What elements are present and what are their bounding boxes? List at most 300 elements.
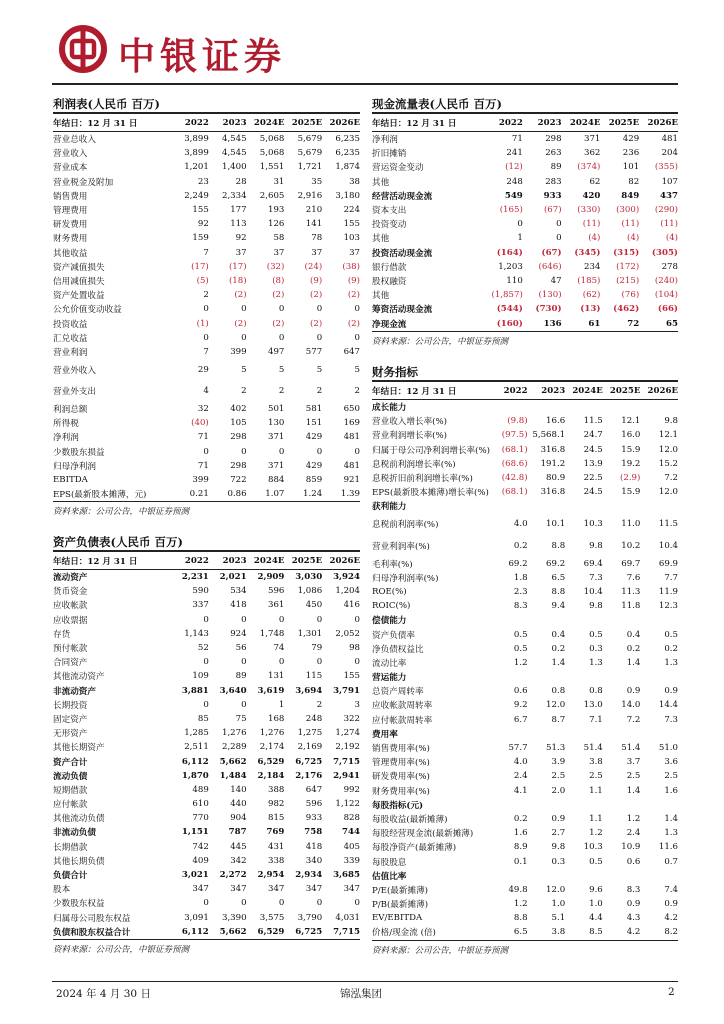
value-cell: 69.2: [508, 558, 528, 569]
value-cell: 2.5: [551, 771, 566, 782]
value-cell: 234: [583, 261, 601, 272]
row-label: 息税折旧前利润增长率(%): [372, 474, 473, 485]
cashflow-statement-panel: [372, 92, 678, 347]
row-label: 货币资金: [53, 587, 88, 598]
value-cell: [528, 798, 566, 812]
value-cell: 4.2: [664, 913, 678, 924]
row-label: 银行借款: [372, 262, 407, 273]
value-cell: 402: [230, 404, 247, 415]
row-label: 营业总收入: [53, 135, 96, 146]
value-cell: 22.5: [583, 473, 603, 484]
value-cell: 4.2: [626, 927, 641, 938]
row-label: 资产减值损失: [53, 262, 105, 273]
value-cell: (165): [499, 205, 523, 216]
value-cell: [565, 400, 603, 415]
value-cell: 2,021: [219, 572, 247, 583]
value-cell: 169: [343, 418, 360, 429]
table-row: [53, 288, 360, 302]
table-header-row: [53, 114, 360, 132]
value-cell: 109: [192, 671, 209, 682]
row-label: P/E(最新摊薄): [372, 885, 429, 896]
value-cell: 2,272: [219, 870, 247, 881]
value-cell: 1.2: [626, 813, 641, 824]
value-cell: 0: [354, 332, 360, 343]
value-cell: 298: [230, 432, 247, 443]
value-cell: 4,545: [221, 148, 247, 159]
value-cell: (24): [304, 261, 323, 272]
header-year-cell: 2024E: [247, 552, 285, 570]
value-cell: (76): [621, 290, 640, 301]
value-cell: 1,484: [219, 770, 247, 781]
value-cell: 0: [241, 657, 247, 668]
value-cell: 0.4: [626, 629, 641, 640]
value-cell: 1.6: [513, 828, 528, 839]
table-row: [53, 783, 360, 797]
value-cell: 79: [311, 643, 323, 654]
value-cell: 0.5: [513, 643, 528, 654]
table-row: [53, 698, 360, 712]
value-cell: 69.2: [546, 558, 566, 569]
value-cell: 0.2: [626, 643, 641, 654]
value-cell: 12.0: [546, 700, 566, 711]
value-cell: 3,180: [335, 190, 360, 201]
value-cell: 105: [230, 418, 247, 429]
table-row: [53, 132, 360, 147]
value-cell: (185): [577, 275, 601, 286]
value-cell: 3.6: [664, 757, 678, 768]
value-cell: 0.8: [551, 686, 566, 697]
table-row: [372, 642, 678, 656]
value-cell: 0.5: [513, 629, 528, 640]
value-cell: 236: [622, 148, 640, 159]
value-cell: (11): [582, 219, 601, 230]
value-cell: 647: [343, 346, 360, 357]
value-cell: 440: [230, 799, 247, 810]
value-cell: 2: [354, 386, 360, 397]
row-label: 股权融资: [372, 276, 407, 287]
value-cell: 744: [342, 827, 360, 838]
value-cell: 6,529: [257, 926, 285, 937]
value-cell: 347: [305, 884, 323, 895]
table-row: [53, 445, 360, 459]
value-cell: 371: [267, 460, 285, 471]
row-label: 负债合计: [53, 871, 88, 882]
table-row: [372, 260, 678, 274]
value-cell: 416: [343, 600, 360, 611]
value-cell: 9.8: [589, 601, 603, 612]
header-year-cell: 2026E: [640, 382, 678, 400]
value-cell: 371: [583, 134, 601, 145]
value-cell: 0: [316, 657, 323, 668]
value-cell: 131: [267, 671, 285, 682]
header-year-cell: 2023: [528, 382, 566, 400]
value-cell: 11.5: [658, 519, 678, 530]
value-cell: 361: [267, 600, 285, 611]
row-label: 固定资产: [53, 714, 88, 725]
value-cell: 0: [354, 657, 360, 668]
value-cell: 1.4: [626, 657, 641, 668]
value-cell: 2,249: [184, 190, 209, 201]
value-cell: 0.5: [589, 856, 603, 867]
value-cell: [640, 869, 678, 883]
income-statement-panel: [53, 92, 360, 517]
value-cell: 1.8: [513, 572, 528, 583]
value-cell: [490, 727, 528, 741]
value-cell: 0: [517, 219, 523, 230]
value-cell: 71: [197, 432, 209, 443]
row-label: 归属于母公司净利润增长率(%): [372, 445, 490, 456]
value-cell: 0.2: [513, 813, 528, 824]
value-cell: (42.8): [501, 473, 528, 484]
section-header-row: [372, 613, 678, 627]
value-cell: 3,030: [295, 572, 323, 583]
value-cell: [565, 727, 603, 741]
income-statement-source: 资料来源：公司公告，中银证券预测: [53, 501, 360, 517]
value-cell: 501: [267, 404, 285, 415]
value-cell: 11.0: [621, 519, 641, 530]
value-cell: 107: [661, 176, 678, 187]
value-cell: 0: [278, 446, 285, 457]
value-cell: 51.4: [583, 743, 603, 754]
row-label: 负债和股东权益合计: [53, 927, 131, 938]
value-cell: 6,235: [335, 148, 360, 159]
value-cell: 596: [267, 586, 285, 597]
value-cell: 3,899: [184, 148, 209, 159]
row-label: 总资产周转率: [372, 687, 424, 698]
page-header: [0, 0, 724, 86]
value-cell: [603, 670, 641, 684]
row-label: 营业利润增长率(%): [372, 431, 448, 442]
value-cell: (32): [266, 261, 285, 272]
value-cell: 12.0: [658, 444, 678, 455]
value-cell: 787: [228, 827, 247, 838]
cashflow-statement-title: 现金流量表(人民币 百万): [372, 92, 678, 114]
value-cell: 52: [197, 643, 209, 654]
financial-indicators-panel: [372, 360, 678, 956]
value-cell: 429: [622, 134, 640, 145]
table-row: [372, 755, 678, 769]
value-cell: 742: [192, 841, 209, 852]
value-cell: 0.3: [551, 856, 566, 867]
value-cell: 283: [545, 176, 562, 187]
value-cell: 7: [203, 247, 209, 258]
value-cell: 1.3: [589, 657, 603, 668]
row-label: 长期借款: [53, 842, 88, 853]
table-row: [53, 160, 360, 174]
value-cell: 1.6: [664, 785, 678, 796]
value-cell: 10.2: [621, 540, 641, 551]
value-cell: 7.4: [664, 884, 678, 895]
header-year-cell: 2025E: [284, 552, 322, 570]
value-cell: 193: [267, 205, 285, 216]
value-cell: 155: [343, 219, 360, 230]
value-cell: 4: [203, 386, 209, 397]
value-cell: 8.7: [551, 714, 566, 725]
value-cell: 24.5: [583, 487, 603, 498]
value-cell: (68.1): [501, 487, 528, 498]
value-cell: 2.7: [551, 828, 566, 839]
table-row: [53, 584, 360, 598]
value-cell: 0: [354, 898, 360, 909]
value-cell: 596: [305, 799, 323, 810]
value-cell: (4): [665, 233, 678, 244]
table-row: [372, 457, 678, 471]
value-cell: (18): [228, 275, 247, 286]
value-cell: 337: [192, 600, 209, 611]
value-cell: 418: [230, 600, 247, 611]
value-cell: 982: [267, 799, 285, 810]
value-cell: [490, 869, 528, 883]
table-row: [53, 868, 360, 882]
value-cell: [565, 798, 603, 812]
value-cell: 0: [203, 898, 209, 909]
value-cell: 51.4: [621, 743, 641, 754]
value-cell: 12.0: [658, 487, 678, 498]
value-cell: 2,334: [221, 190, 247, 201]
value-cell: 5,679: [297, 134, 323, 145]
value-cell: 316.8: [540, 487, 566, 498]
value-cell: 1.1: [589, 785, 603, 796]
row-label: 财务费用: [53, 234, 88, 245]
value-cell: 0: [203, 304, 209, 315]
value-cell: 24.5: [583, 444, 603, 455]
value-cell: 2,192: [335, 742, 360, 753]
value-cell: 0.9: [664, 899, 678, 910]
section-header-row: [372, 670, 678, 684]
value-cell: 3,899: [184, 134, 209, 145]
row-label: 应收票据: [53, 615, 88, 626]
value-cell: 37: [349, 247, 360, 258]
value-cell: 7: [203, 346, 209, 357]
value-cell: 1.0: [551, 899, 566, 910]
row-label: 短期借款: [53, 785, 88, 796]
value-cell: (9.8): [507, 416, 528, 427]
value-cell: 4,545: [221, 134, 247, 145]
value-cell: 1.24: [303, 489, 323, 500]
row-label: 每股收益(最新摊薄): [372, 814, 448, 825]
value-cell: 1,276: [221, 728, 247, 739]
value-cell: 6,725: [295, 926, 323, 937]
value-cell: 1.4: [664, 813, 678, 824]
value-cell: 437: [660, 190, 678, 201]
table-row: [53, 274, 360, 288]
value-cell: (374): [577, 162, 601, 173]
value-cell: (1): [196, 318, 209, 329]
value-cell: 1,870: [181, 770, 209, 781]
value-cell: 6,235: [335, 134, 360, 145]
row-label: 所得税: [53, 419, 79, 430]
financial-indicators-source: 资料来源：公司公告，中银证券预测: [372, 940, 678, 956]
value-cell: 2: [316, 699, 323, 710]
value-cell: 140: [230, 784, 247, 795]
row-label: ROIC(%): [372, 601, 411, 612]
value-cell: 6,112: [181, 926, 209, 937]
value-cell: 4.0: [513, 519, 528, 530]
value-cell: 5: [241, 364, 247, 375]
value-cell: 69.4: [583, 558, 603, 569]
row-label: 毛利率(%): [372, 559, 413, 570]
value-cell: [528, 670, 566, 684]
table-row: [53, 359, 360, 381]
value-cell: 115: [305, 671, 323, 682]
value-cell: 37: [273, 247, 285, 258]
header-year-cell: 2026E: [322, 552, 360, 570]
value-cell: 191.2: [540, 458, 566, 469]
value-cell: 1,275: [297, 728, 323, 739]
table-row: [372, 231, 678, 245]
value-cell: 1,204: [335, 586, 360, 597]
value-cell: 98: [349, 643, 360, 654]
value-cell: 921: [343, 475, 360, 486]
value-cell: 7,715: [333, 926, 360, 937]
value-cell: 0.2: [551, 643, 566, 654]
value-cell: 347: [267, 884, 285, 895]
table-row: [372, 274, 678, 288]
table-row: [372, 684, 678, 698]
table-row: [372, 471, 678, 485]
value-cell: 177: [230, 205, 247, 216]
table-row: [53, 726, 360, 740]
value-cell: 0.2: [513, 540, 528, 551]
value-cell: 2,174: [259, 742, 285, 753]
value-cell: 0.6: [513, 686, 528, 697]
value-cell: 14.0: [621, 700, 641, 711]
table-row: [372, 203, 678, 217]
value-cell: [565, 869, 603, 883]
header-year-cell: 2024E: [565, 382, 603, 400]
value-cell: [565, 613, 603, 627]
header-year-cell: 2024E: [562, 114, 601, 132]
value-cell: [490, 400, 528, 415]
value-cell: 1,276: [259, 728, 285, 739]
row-label: 营业外支出: [53, 387, 96, 398]
header-label-cell: 年结日：12 月 31 日: [372, 114, 484, 132]
value-cell: 37: [311, 247, 323, 258]
row-label: 净现金流: [372, 319, 407, 330]
value-cell: 62: [589, 176, 601, 187]
value-cell: 1.1: [589, 813, 603, 824]
row-label: 其他流动资产: [53, 672, 105, 683]
header-year-cell: 2022: [490, 382, 528, 400]
value-cell: 2.5: [664, 771, 678, 782]
value-cell: 2,941: [333, 770, 360, 781]
value-cell: 322: [343, 713, 360, 724]
value-cell: (40): [191, 418, 209, 429]
value-cell: 110: [506, 275, 523, 286]
value-cell: 481: [343, 460, 360, 471]
value-cell: 69.7: [621, 558, 641, 569]
value-cell: 8.8: [551, 540, 566, 551]
table-row: [372, 443, 678, 457]
value-cell: (730): [535, 304, 562, 315]
value-cell: 248: [305, 713, 323, 724]
value-cell: (646): [538, 261, 562, 272]
table-row: [53, 740, 360, 754]
value-cell: 450: [305, 600, 323, 611]
row-label: 资产处置收益: [53, 291, 105, 302]
value-cell: 2,169: [297, 742, 323, 753]
row-label: 归属母公司股东权益: [53, 913, 131, 924]
value-cell: 5,568.1: [532, 430, 566, 441]
value-cell: 16.0: [621, 430, 641, 441]
value-cell: 0.86: [227, 489, 247, 500]
value-cell: 445: [230, 841, 247, 852]
value-cell: 2: [278, 386, 285, 397]
row-label: 其他流动负债: [53, 814, 105, 825]
value-cell: [565, 670, 603, 684]
table-row: [372, 599, 678, 613]
value-cell: 0.8: [589, 686, 603, 697]
row-label: 资本支出: [372, 206, 407, 217]
value-cell: [490, 670, 528, 684]
header-label-cell: 年结日：12 月 31 日: [53, 552, 171, 570]
value-cell: 347: [192, 884, 209, 895]
value-cell: 4,031: [335, 912, 360, 923]
value-cell: 9.2: [513, 700, 528, 711]
row-label: 投资活动现金流: [372, 248, 433, 259]
value-cell: (355): [654, 162, 678, 173]
table-row: [53, 402, 360, 416]
value-cell: 0: [203, 614, 209, 625]
value-cell: 15.9: [621, 487, 641, 498]
value-cell: [603, 400, 641, 415]
value-cell: 37: [235, 247, 247, 258]
table-row: [372, 514, 678, 536]
value-cell: 6,529: [257, 756, 285, 767]
value-cell: 0: [278, 332, 285, 343]
value-cell: 92: [235, 233, 247, 244]
value-cell: 2,605: [259, 190, 285, 201]
header-year-cell: 2023: [209, 552, 247, 570]
value-cell: (345): [574, 247, 601, 258]
value-cell: 4.1: [513, 785, 528, 796]
value-cell: 0.9: [626, 899, 641, 910]
value-cell: 5,662: [219, 756, 247, 767]
row-label: 流动比率: [372, 658, 407, 669]
value-cell: 5,068: [259, 148, 285, 159]
value-cell: 16.6: [546, 416, 566, 427]
value-cell: 11.5: [583, 416, 603, 427]
value-cell: 399: [192, 475, 209, 486]
value-cell: (11): [621, 219, 640, 230]
value-cell: 10.1: [546, 519, 566, 530]
value-cell: 210: [305, 205, 323, 216]
cashflow-statement-source: 资料来源：公司公告，中银证券预测: [372, 331, 678, 347]
section-header-row: [372, 798, 678, 812]
value-cell: 577: [305, 346, 323, 357]
value-cell: 71: [197, 460, 209, 471]
value-cell: 113: [230, 219, 247, 230]
table-row: [53, 175, 360, 189]
row-label: ROE(%): [372, 586, 407, 597]
row-label: 估值比率: [372, 871, 407, 882]
value-cell: 0: [278, 614, 285, 625]
table-row: [372, 175, 678, 189]
value-cell: 2.3: [513, 586, 528, 597]
value-cell: [490, 798, 528, 812]
row-label: 少数股东权益: [53, 899, 105, 910]
value-cell: 35: [311, 176, 323, 187]
value-cell: 19.2: [621, 458, 641, 469]
value-cell: 130: [267, 418, 285, 429]
value-cell: 8.8: [551, 586, 566, 597]
table-row: [53, 189, 360, 203]
table-row: [372, 698, 678, 712]
value-cell: 3.8: [589, 757, 603, 768]
row-label: 营业税金及附加: [53, 177, 114, 188]
value-cell: 71: [511, 134, 523, 145]
header-year-cell: 2025E: [603, 382, 641, 400]
